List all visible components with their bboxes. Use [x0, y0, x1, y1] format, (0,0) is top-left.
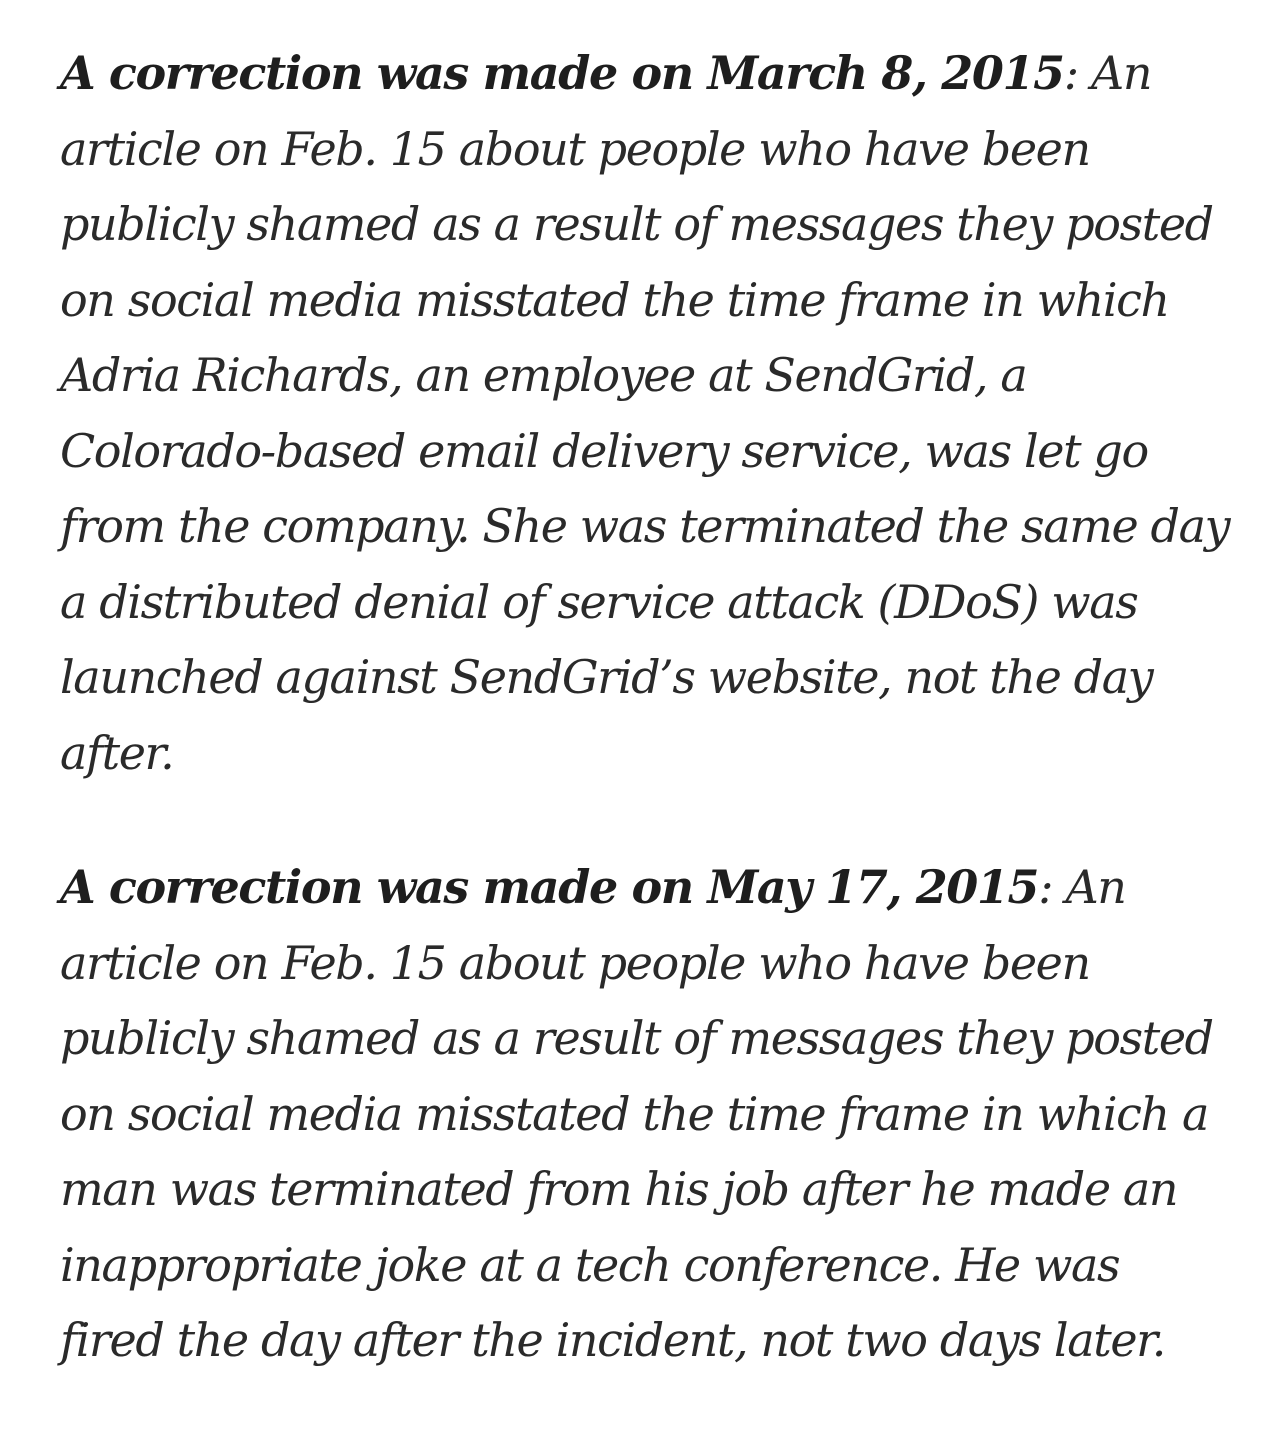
correction-separator: :: [1038, 860, 1053, 914]
correction-note: [60, 850, 1230, 1379]
correction-note: [60, 36, 1230, 791]
correction-separator: :: [1063, 46, 1078, 100]
correction-text: An article on Feb. 15 about people who have been publicly shamed as a result of messages they posted on social media misstated the time frame in which a man was terminated from his job after he made an inappropriate joke at a tech conference. He was fired the day after the incident, not two days later.: [60, 860, 1213, 1367]
corrections-section: [60, 36, 1230, 1379]
correction-date-heading: A correction was made on May 17, 2015: [60, 860, 1039, 914]
correction-text: An article on Feb. 15 about people who have been publicly shamed as a result of messages they posted on social media misstated the time frame in which Adria Richards, an employee at SendGrid, a Colorado-based email delivery service, was let go from the company. She was terminated the same day a distributed denial of service attack (DDoS) was launched against SendGrid’s website, not the day after.: [60, 46, 1230, 780]
correction-date-heading: A correction was made on March 8, 2015: [60, 46, 1064, 100]
